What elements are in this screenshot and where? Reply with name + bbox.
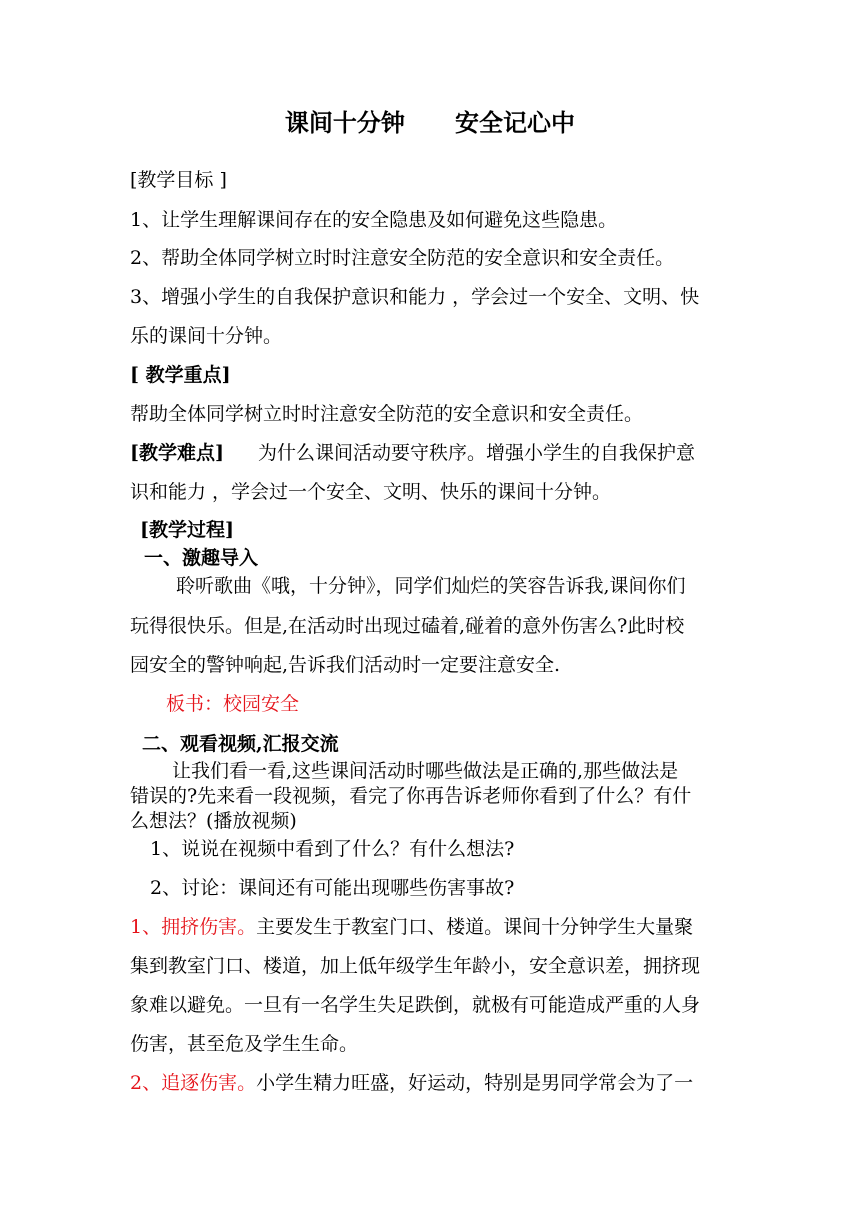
item2-label: 2、追逐伤害。 [130,1072,257,1094]
goal-1: 1、让学生理解课间存在的安全隐患及如何避免这些隐患。 [130,209,618,231]
goals-heading: [教学目标 ] [130,169,227,191]
difficulty-heading: [教学难点] [130,442,224,464]
item2-text-1: 小学生精力旺盛，好运动，特别是男同学常会为了一 [256,1072,694,1094]
difficulty-line-1 [130,441,695,465]
item1-line-4: 伤害，甚至危及学生生命。 [130,1033,359,1055]
item1-line-2: 集到教室门口、楼道，加上低年级学生年龄小，安全意识差，拥挤现 [130,955,701,977]
item1-text-1: 主要发生于教室门口、楼道。课间十分钟学生大量聚 [256,916,694,938]
process-heading: [教学过程] [140,519,234,541]
key-heading: [ 教学重点] [130,364,231,386]
item1-line-1 [130,915,693,939]
goal-3-line1: 3、增强小学生的自我保护意识和能力 ，学会过一个安全、文明、快 [130,286,700,308]
section2-heading: 二、观看视频,汇报交流 [142,733,339,755]
section1-line-3: 园安全的警钟响起,告诉我们活动时一定要注意安全. [130,654,561,676]
section1-line-1: 聆听歌曲《哦，十分钟》，同学们灿烂的笑容告诉我,课间你们 [176,575,686,597]
difficulty-text-1: 为什么课间活动要守秩序。增强小学生的自我保护意 [257,442,695,464]
goal-2: 2、帮助全体同学树立时时注意安全防范的安全意识和安全责任。 [130,247,675,269]
key-text: 帮助全体同学树立时时注意安全防范的安全意识和安全责任。 [130,403,644,425]
question-2: 2、讨论：课间还有可能出现哪些伤害事故? [150,877,515,899]
section2-line-3: 么想法？(播放视频) [130,810,297,832]
item1-line-3: 象难以避免。一旦有一名学生失足跌倒，就极有可能造成严重的人身 [130,994,701,1016]
question-1: 1、说说在视频中看到了什么？有什么想法? [150,838,515,860]
item1-label: 1、拥挤伤害。 [130,916,257,938]
difficulty-line-2: 识和能力 ，学会过一个安全、文明、快乐的课间十分钟。 [130,481,612,503]
page-title: 课间十分钟 安全记心中 [284,108,576,137]
item2-line-1 [130,1071,693,1095]
goal-3-line2: 乐的课间十分钟。 [130,325,283,347]
section1-line-2: 玩得很快乐。但是,在活动时出现过磕着,碰着的意外伤害么?此时校 [130,615,685,637]
board-note: 板书：校园安全 [166,693,300,715]
section2-line-1: 让我们看一看,这些课间活动时哪些做法是正确的,那些做法是 [172,760,679,782]
section2-line-2: 错误的?先来看一段视频，看完了你再告诉老师你看到了什么？有什 [130,785,692,807]
section1-heading: 一、激趣导入 [144,547,259,569]
